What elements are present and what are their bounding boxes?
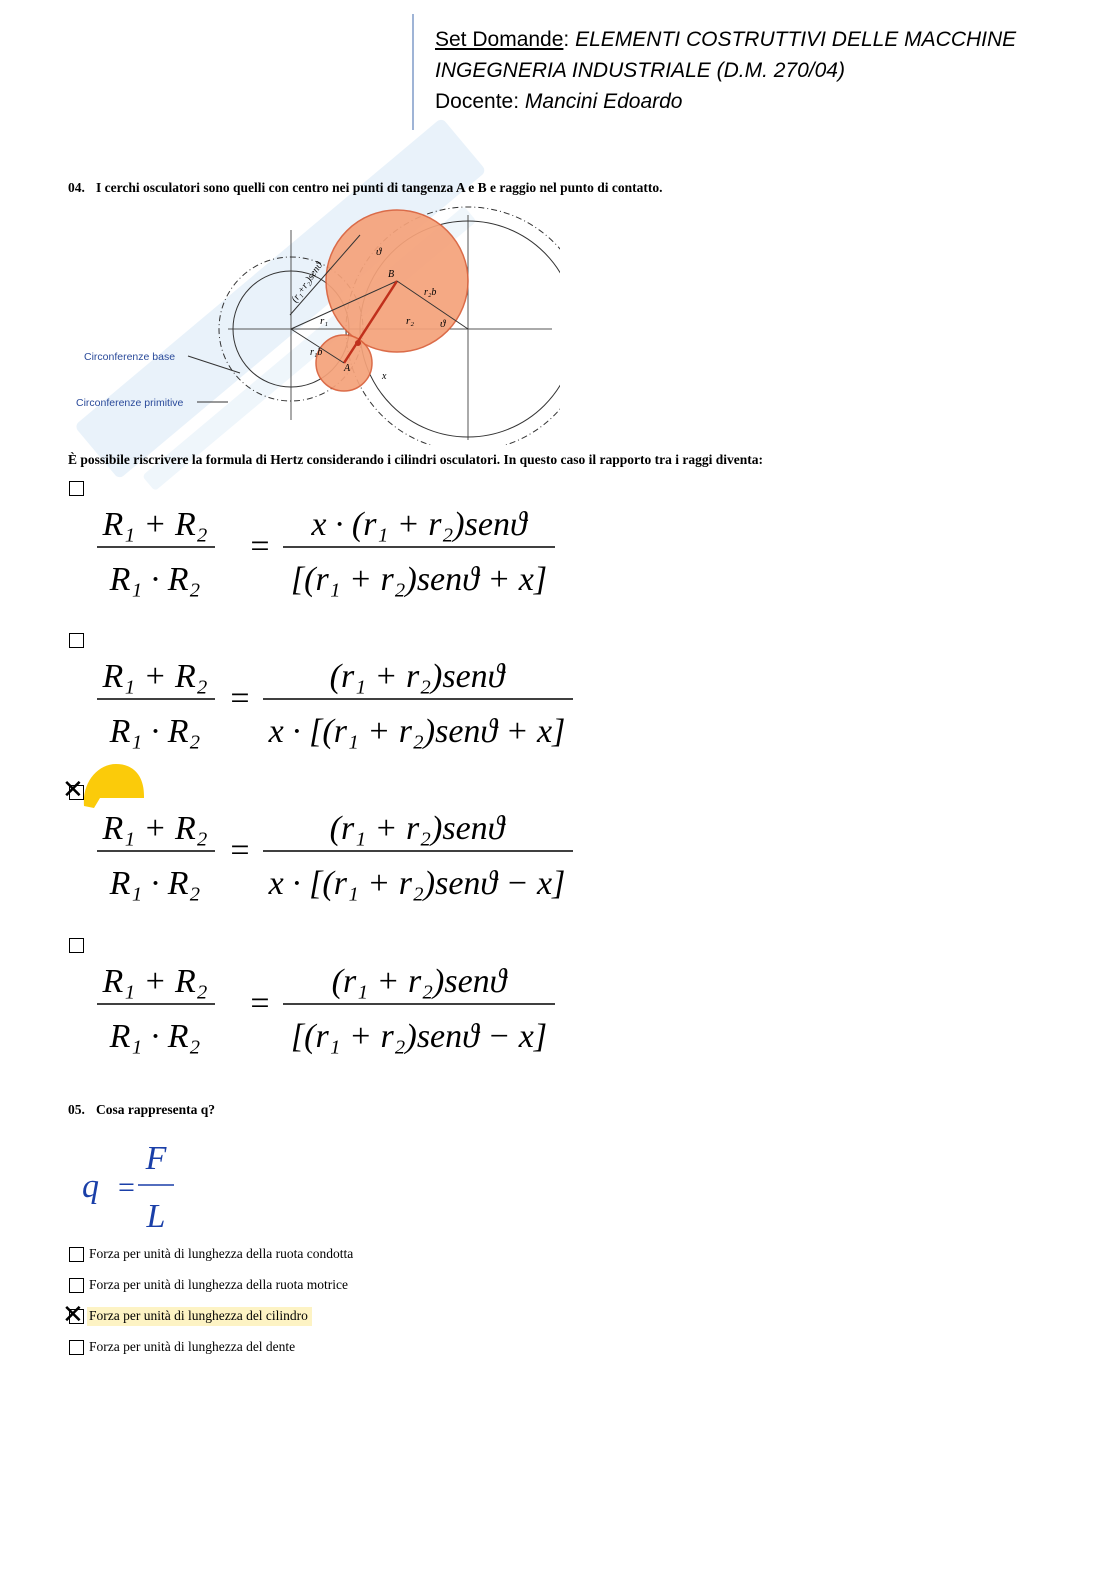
sym-B: B xyxy=(388,269,395,280)
formula-rhs-num: (r₁ + r₂)senϑ xyxy=(331,963,507,1000)
formula-lhs-den: R₁ · R₂ xyxy=(109,561,201,598)
q-den: L xyxy=(146,1198,166,1235)
question-text: Cosa rappresenta q? xyxy=(96,1102,216,1117)
sym-theta-right: ϑ xyxy=(440,318,446,330)
teacher-name: Mancini Edoardo xyxy=(524,90,683,113)
formula-rhs-den: [(r₁ + r₂)senϑ + x] xyxy=(290,561,548,598)
option-2-formula xyxy=(95,647,585,762)
formula-lhs-num: R₁ + R₂ xyxy=(102,506,208,543)
formula-lhs-den: R₁ · R₂ xyxy=(109,1018,201,1055)
formula-eq: = xyxy=(250,985,270,1022)
option-2-checkbox[interactable] xyxy=(69,633,84,648)
formula-rhs-num: x · (r₁ + r₂)senϑ xyxy=(311,506,527,543)
question-number: 05. xyxy=(68,1102,85,1117)
q05-option-4-checkbox[interactable] xyxy=(69,1340,84,1355)
sym-A: A xyxy=(344,363,351,374)
sym-r1b: r₁b xyxy=(310,347,323,358)
course-line xyxy=(435,24,1016,55)
formula-eq: = xyxy=(230,680,250,717)
teacher-label: Docente: xyxy=(435,90,525,113)
set-label: Set Domande xyxy=(435,28,564,51)
option-1-checkbox[interactable] xyxy=(69,481,84,496)
sym-diagonal: (r₁+r₂)senϑ xyxy=(289,260,326,305)
label-circonferenze-primitive: Circonferenze primitive xyxy=(76,397,184,409)
gear-osculating-circles-figure xyxy=(60,205,560,445)
formula-rhs-den: x · [(r₁ + r₂)senϑ − x] xyxy=(268,865,566,902)
label-circonferenze-base: Circonferenze base xyxy=(84,351,176,363)
q05-option-2-label: Forza per unità di lunghezza della ruota motrice xyxy=(89,1277,349,1292)
question-text: I cerchi osculatori sono quelli con centro nei punti di tangenza A e B e raggio nel punto di contatto. xyxy=(96,180,663,195)
document-header xyxy=(435,24,1016,117)
course-subtitle: INGEGNERIA INDUSTRIALE (D.M. 270/04) xyxy=(435,59,845,82)
q05-option-3-label: Forza per unità di lunghezza del cilindro xyxy=(87,1307,312,1326)
q05-option-4-label: Forza per unità di lunghezza del dente xyxy=(89,1339,296,1354)
sym-r1: r₁ xyxy=(320,315,329,327)
formula-lhs-num: R₁ + R₂ xyxy=(102,658,208,695)
question-04 xyxy=(68,180,663,196)
option-4-formula xyxy=(95,952,565,1067)
sym-x: x xyxy=(382,371,387,382)
formula-rhs-den: x · [(r₁ + r₂)senϑ + x] xyxy=(268,713,566,750)
question-04-subtext: È possibile riscrivere la formula di Hertz considerando i cilindri osculatori. In questo caso il rapporto tra i raggi diventa: xyxy=(68,452,763,467)
header-divider xyxy=(412,14,414,130)
teacher-line xyxy=(435,86,1016,117)
formula-lhs-num: R₁ + R₂ xyxy=(102,963,208,1000)
question-number: 04. xyxy=(68,180,85,195)
sym-r2: r₂ xyxy=(406,315,415,327)
q05-option-3-check-mark: ✕ xyxy=(62,1300,84,1330)
q-lhs: q xyxy=(82,1168,99,1205)
question-05 xyxy=(68,1102,215,1118)
q05-option-2-checkbox[interactable] xyxy=(69,1278,84,1293)
formula-eq: = xyxy=(230,832,250,869)
formula-eq: = xyxy=(250,528,270,565)
q05-option-1-label: Forza per unità di lunghezza della ruota condotta xyxy=(89,1246,354,1261)
formula-rhs-num: (r₁ + r₂)senϑ xyxy=(329,810,505,847)
formula-lhs-num: R₁ + R₂ xyxy=(102,810,208,847)
q-formula xyxy=(70,1135,190,1235)
sym-theta-top: ϑ xyxy=(376,246,382,258)
set-sep: : xyxy=(563,28,576,51)
option-3-check-mark: ✕ xyxy=(62,775,84,805)
option-1-formula xyxy=(95,495,565,610)
course-title: ELEMENTI COSTRUTTIVI DELLE MACCHINE xyxy=(575,28,1017,51)
q-eq: = xyxy=(118,1171,135,1204)
option-3-formula xyxy=(95,799,585,914)
q-num: F xyxy=(145,1140,167,1177)
formula-rhs-den: [(r₁ + r₂)senϑ − x] xyxy=(290,1018,548,1055)
formula-lhs-den: R₁ · R₂ xyxy=(109,713,201,750)
formula-lhs-den: R₁ · R₂ xyxy=(109,865,201,902)
formula-rhs-num: (r₁ + r₂)senϑ xyxy=(329,658,505,695)
q05-option-1-checkbox[interactable] xyxy=(69,1247,84,1262)
course-line-2 xyxy=(435,55,1016,86)
sym-r2b: r₂b xyxy=(424,287,437,298)
option-4-checkbox[interactable] xyxy=(69,938,84,953)
